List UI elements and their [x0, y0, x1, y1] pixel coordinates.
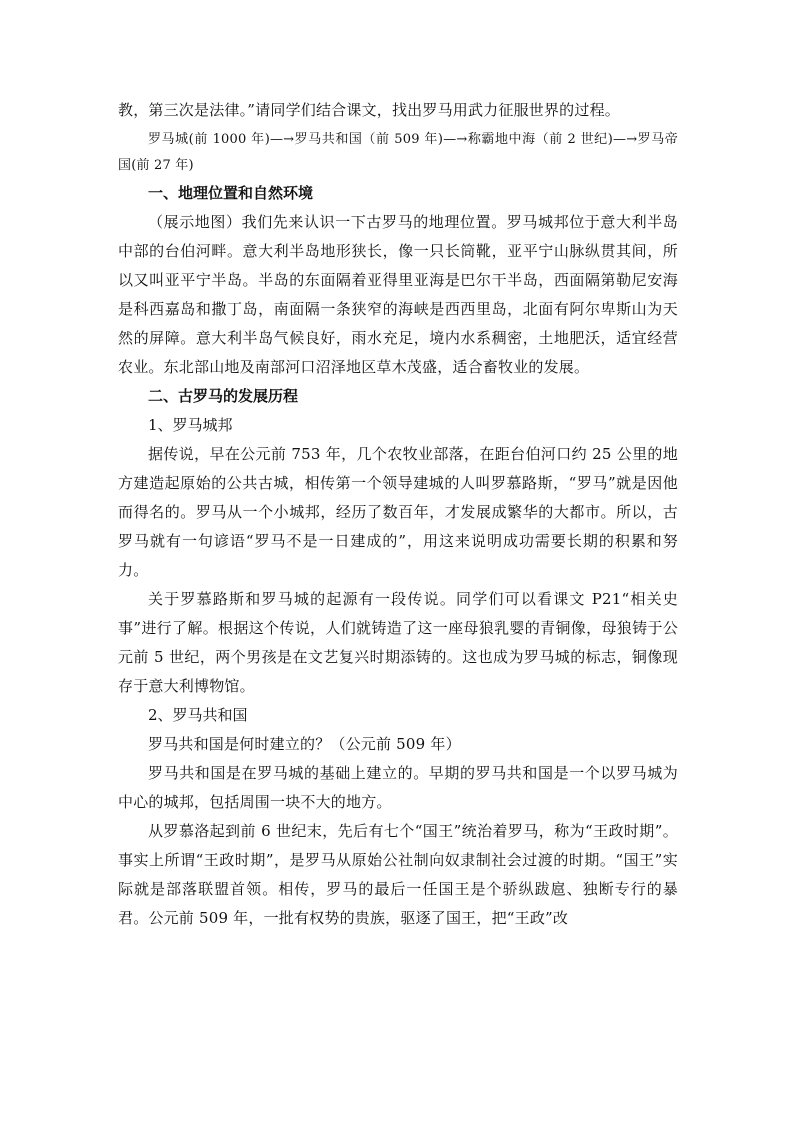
heading-development: 二、古罗马的发展历程: [148, 387, 299, 405]
paragraph-regal-period: 从罗慕洛起到前 6 世纪末，先后有七个“国王”统治着罗马，称为“王政时期”。事实上所谓“王政时期”，是罗马从原始公社制向奴隶制社会过渡的时期。“国王”实际就是部落联盟首领。相传，罗马的最后一任国王是个骄纵跋扈、独断专行的暴君。公元前 509 年，一批有权势的贵族，驱逐了国王，把“王政”改: [118, 822, 678, 927]
paragraph-she-wolf-legend: 关于罗慕路斯和罗马城的起源有一段传说。同学们可以看课文 P21“相关史事”进行了解。根据这个传说，人们就铸造了这一座母狼乳婴的青铜像，母狼铸于公元前 5 世纪，两个男孩是在文艺复兴时期添铸的。这也成为罗马城的标志，铜像现存于意大利博物馆。: [118, 590, 678, 695]
timeline-roman-expansion: 罗马城(前 1000 年)—→罗马共和国（前 509 年)—→称霸地中海（前 2 世纪)—→罗马帝国(前 27 年): [118, 132, 678, 173]
paragraph-republic-question: 罗马共和国是何时建立的？（公元前 509 年）: [148, 735, 461, 753]
paragraph-intro-end: 教，第三次是法律。”请同学们结合课文，找出罗马用武力征服世界的过程。: [118, 101, 620, 119]
document-body: [118, 96, 678, 933]
subheading-rome-city-state: 1、罗马城邦: [148, 416, 233, 434]
paragraph-republic-basis: 罗马共和国是在罗马城的基础上建立的。早期的罗马共和国是一个以罗马城为中心的城邦，包括周围一块不大的地方。: [118, 764, 678, 811]
paragraph-geography: （展示地图）我们先来认识一下古罗马的地理位置。罗马城邦位于意大利半岛中部的台伯河畔。意大利半岛地形狭长，像一只长筒靴，亚平宁山脉纵贯其间，所以又叫亚平宁半岛。半岛的东面隔着亚得里亚海是巴尔干半岛，西面隔第勒尼安海是科西嘉岛和撒丁岛，南面隔一条狭窄的海峡是西西里岛，北面有阿尔卑斯山为天然的屏障。意大利半岛气候良好，雨水充足，境内水系稠密，土地肥沃，适宜经营农业。东北部山地及南部河口沼泽地区草木茂盛，适合畜牧业的发展。: [118, 213, 678, 376]
heading-geography: 一、地理位置和自然环境: [148, 184, 314, 202]
subheading-roman-republic: 2、罗马共和国: [148, 706, 248, 724]
paragraph-rome-founding: 据传说，早在公元前 753 年，几个农牧业部落，在距台伯河口约 25 公里的地方建造起原始的公共古城，相传第一个领导建城的人叫罗慕路斯，“罗马”就是因他而得名的。罗马从一个小城邦，经历了数百年，才发展成繁华的大都市。所以，古罗马就有一句谚语“罗马不是一日建成的”，用这来说明成功需要长期的积累和努力。: [118, 445, 678, 579]
